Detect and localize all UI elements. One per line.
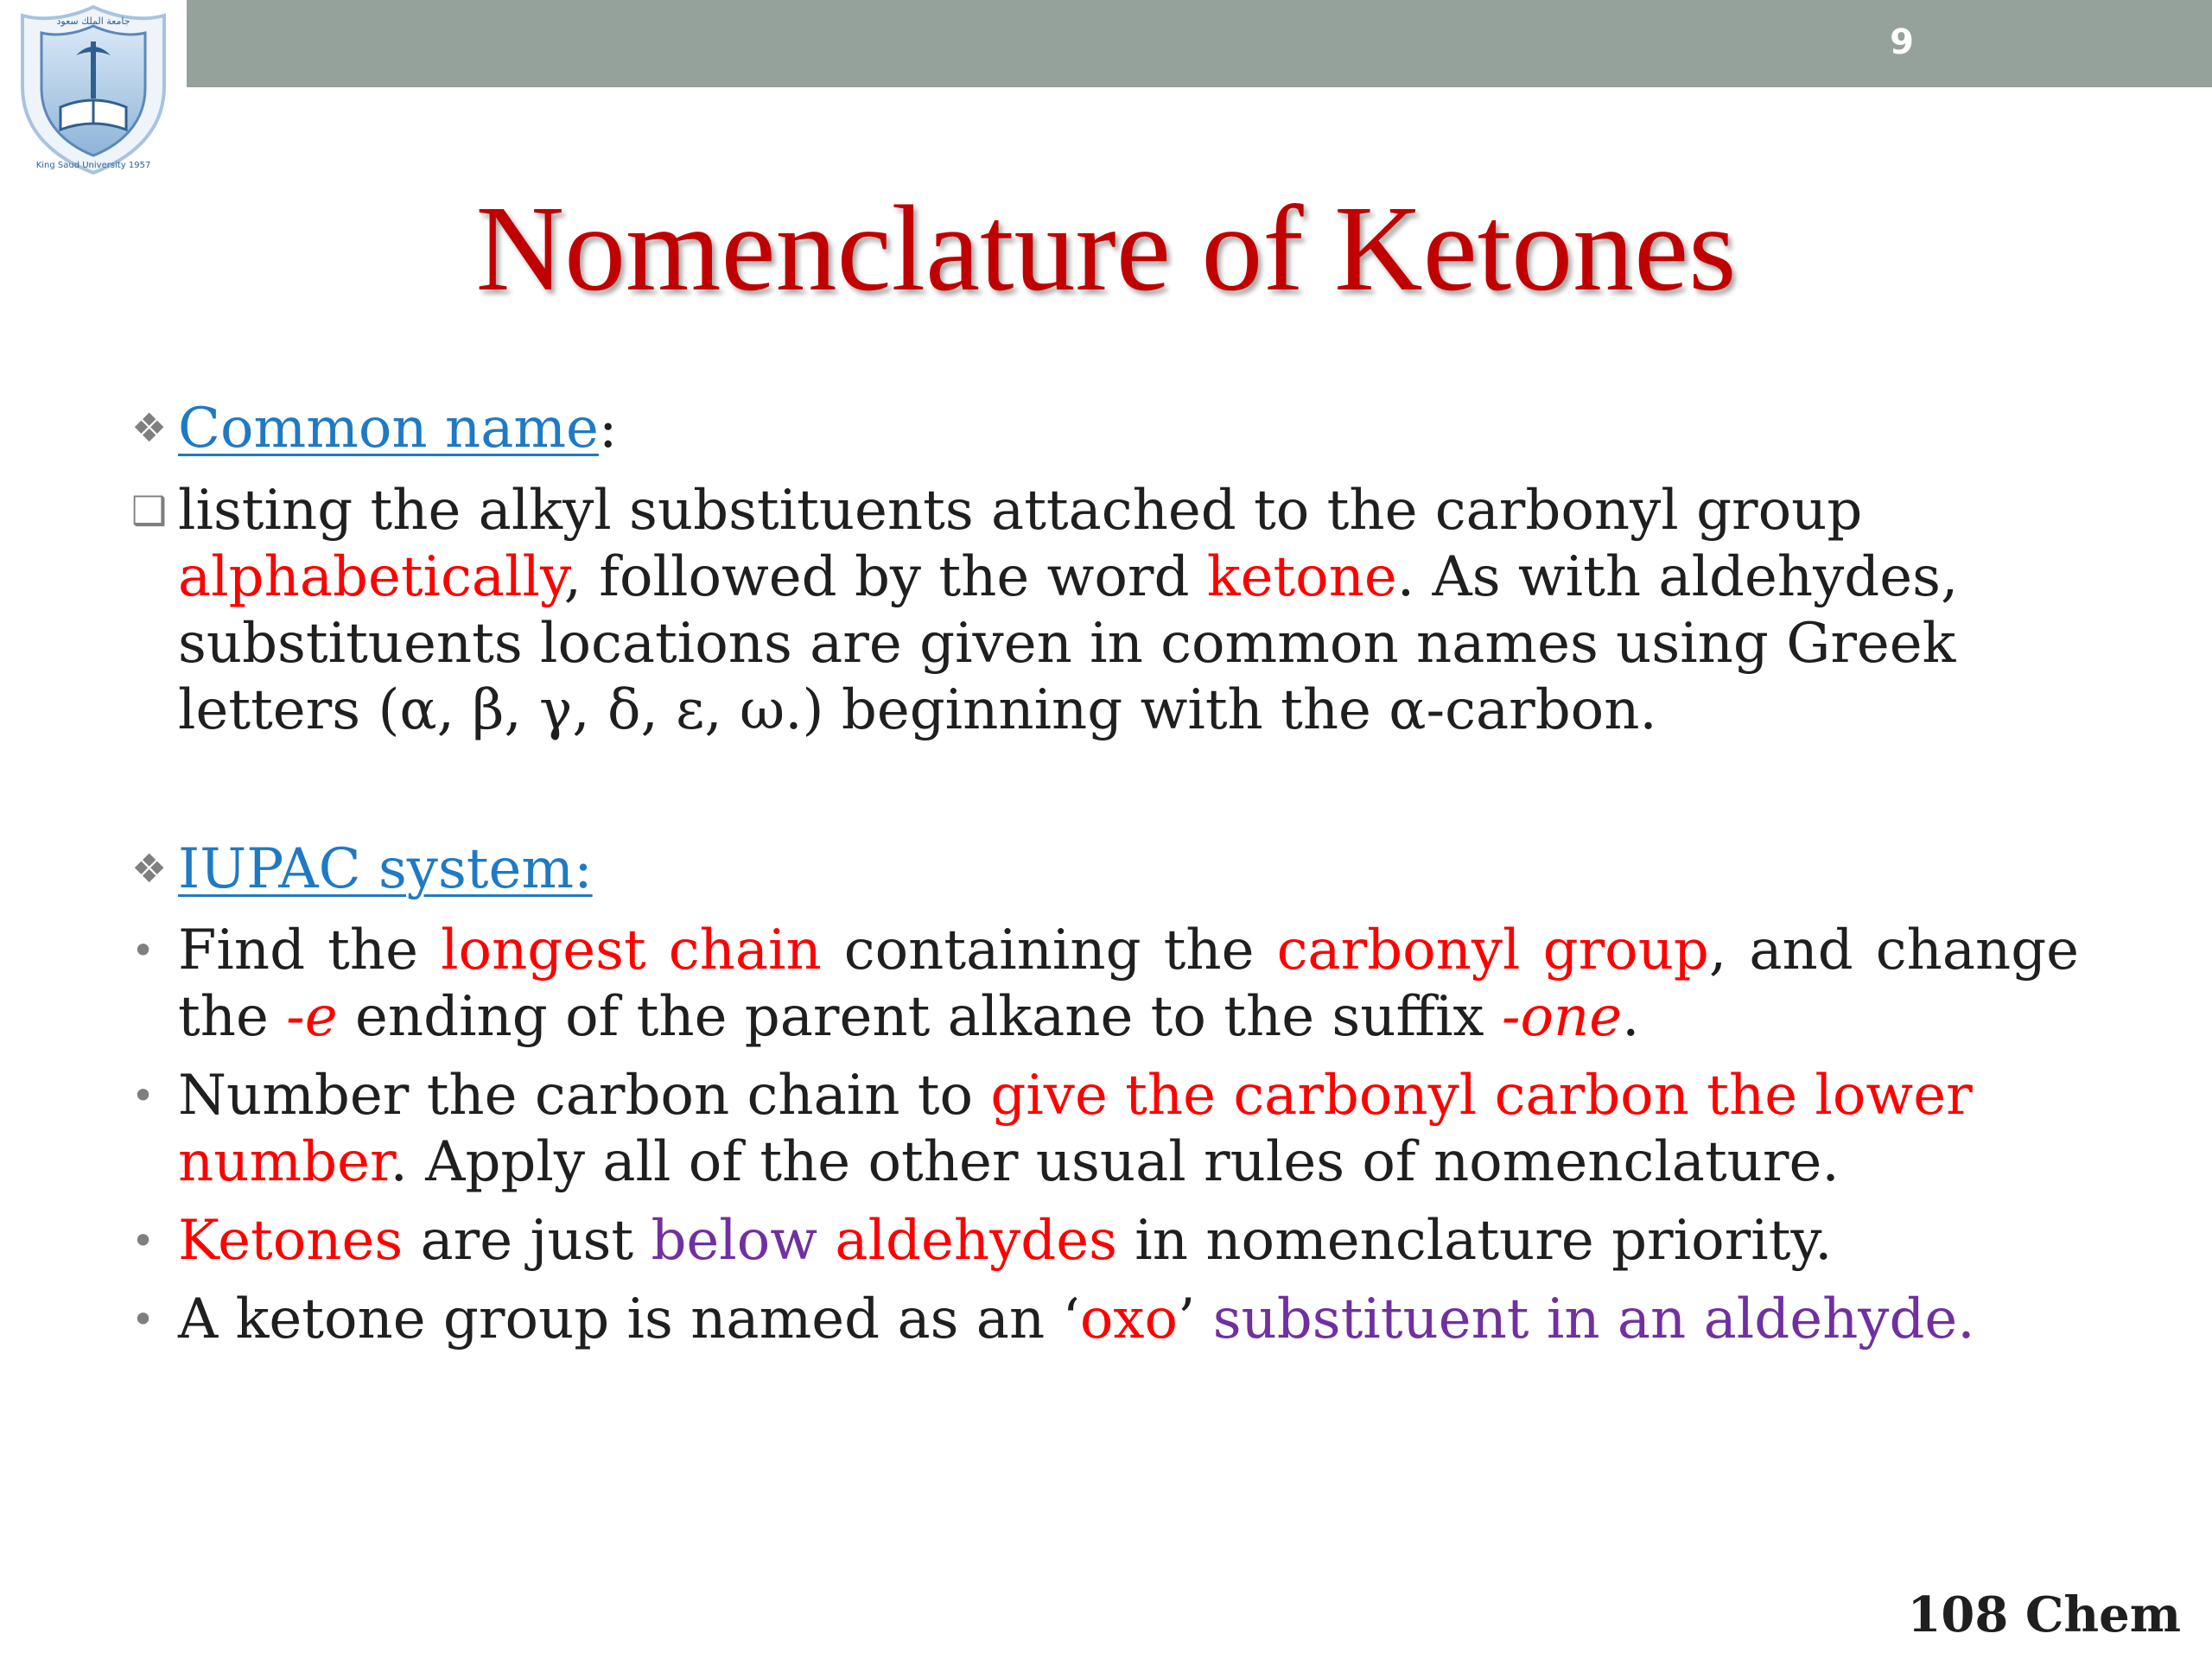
iupac-bullet-2: • Number the carbon chain to give the carbonyl carbon the lower number. Apply all of the other usual rules of nomenclature. (131, 1064, 1973, 1194)
dot-bullet-icon: • (131, 927, 156, 974)
logo-english-text: King Saud University 1957 (35, 161, 151, 170)
top-bar (187, 0, 2212, 87)
square-bullet-icon: ❑ (131, 487, 168, 534)
common-name-heading-line (131, 395, 2079, 462)
diamond-bullet-icon: ❖ (131, 404, 168, 451)
university-logo (16, 3, 171, 175)
course-footer: 108 Chem (1907, 1586, 2181, 1643)
common-name-heading[interactable]: Common name (178, 397, 599, 461)
iupac-heading-line (131, 836, 2079, 903)
dot-bullet-icon: • (131, 1072, 156, 1119)
iupac-bullet-1: • Find the longest chain containing the carbonyl group, and change the -e ending of the parent alkane to the suffix -one. (131, 918, 2080, 1049)
diamond-bullet-icon: ❖ (131, 845, 168, 892)
slide-number: 9 (1890, 22, 1914, 62)
common-name-paragraph: ❑ listing the alkyl substituents attached to the carbonyl group alphabetically, followed by the word ketone. As with aldehydes, substituents locations are given in common names using Greek letters (α, β, γ, δ, ε, ω.) beginning with the α-carbon. (131, 479, 1959, 742)
dot-bullet-icon: • (131, 1217, 156, 1264)
iupac-heading[interactable]: IUPAC system: (178, 837, 593, 901)
common-name-section (131, 395, 2079, 744)
dot-bullet-icon: • (131, 1296, 156, 1343)
heading-colon: : (598, 397, 618, 461)
iupac-bullet-3: • Ketones are just below aldehydes in nomenclature priority. (131, 1209, 1833, 1273)
slide-title: Nomenclature of Ketones (475, 180, 1737, 316)
iupac-bullet-4: • A ketone group is named as an ‘oxo’ substituent in an aldehyde. (131, 1287, 1975, 1351)
logo-arabic-text: جامعة الملك سعود (56, 16, 130, 27)
iupac-section (131, 836, 2079, 1353)
